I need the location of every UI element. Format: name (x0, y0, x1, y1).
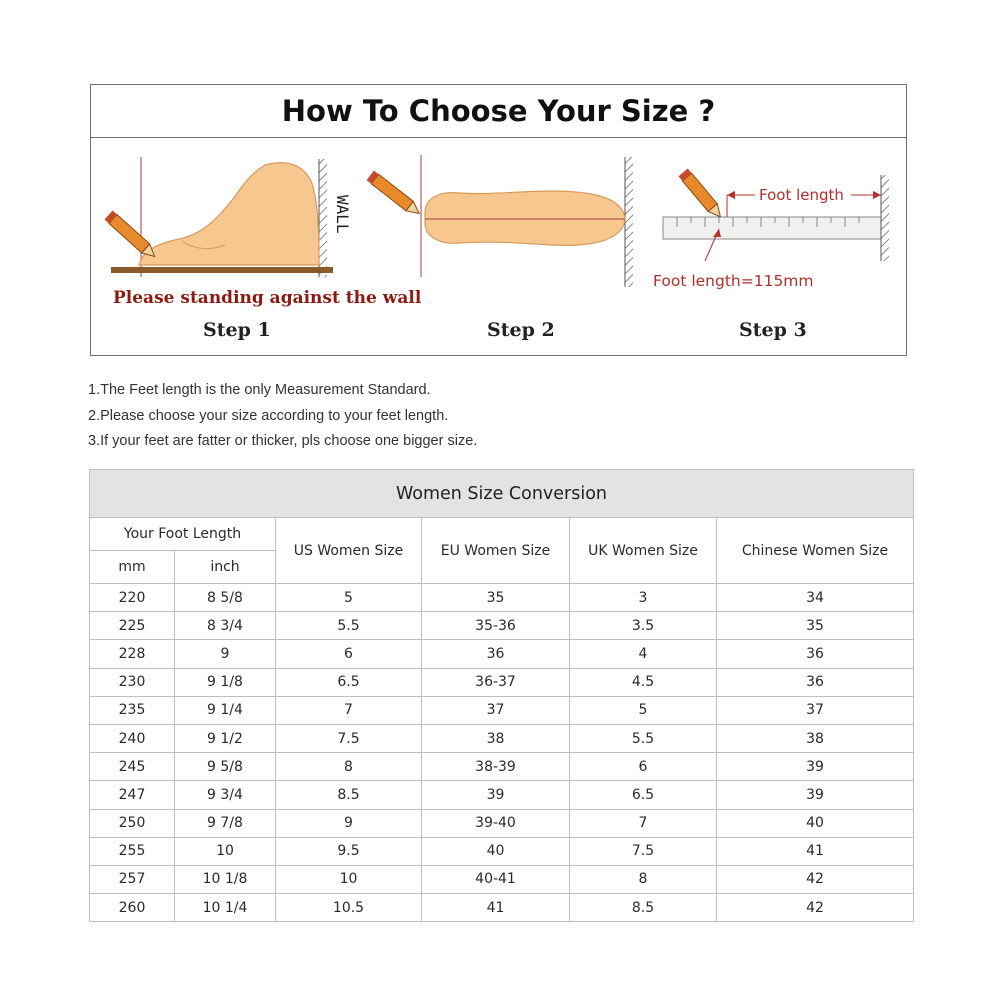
mm-cell: 245 (90, 753, 175, 781)
table-row (90, 781, 914, 809)
step2-foot-icon (425, 191, 625, 245)
table-row (90, 837, 914, 865)
table-row (90, 612, 914, 640)
eu-cell: 36-37 (422, 668, 570, 696)
inch-cell: 9 1/4 (175, 696, 276, 724)
mm-cell: 250 (90, 809, 175, 837)
steps-illustration (91, 137, 906, 355)
mm-cell: 225 (90, 612, 175, 640)
inch-cell: 8 5/8 (175, 584, 276, 612)
us-cell: 7.5 (276, 724, 422, 752)
cn-cell: 37 (717, 696, 914, 724)
mm-cell: 255 (90, 837, 175, 865)
eu-cell: 39 (422, 781, 570, 809)
uk-size-header: UK Women Size (570, 518, 717, 584)
eu-cell: 35-36 (422, 612, 570, 640)
us-cell: 6 (276, 640, 422, 668)
inch-cell: 10 1/8 (175, 865, 276, 893)
cn-cell: 39 (717, 753, 914, 781)
table-row (90, 584, 914, 612)
eu-cell: 36 (422, 640, 570, 668)
table-row (90, 724, 914, 752)
inch-cell: 10 (175, 837, 276, 865)
inch-cell: 10 1/4 (175, 894, 276, 922)
step1-wall-icon (319, 159, 327, 277)
mm-cell: 235 (90, 696, 175, 724)
eu-cell: 40-41 (422, 865, 570, 893)
table-row (90, 640, 914, 668)
table-row (90, 668, 914, 696)
guide-title: How To Choose Your Size ? (91, 85, 906, 138)
ruler-icon (663, 217, 881, 239)
table-row (90, 894, 914, 922)
eu-cell: 40 (422, 837, 570, 865)
mm-header: mm (90, 551, 175, 584)
uk-cell: 5 (570, 696, 717, 724)
cn-cell: 36 (717, 640, 914, 668)
step1-foot-icon (139, 163, 319, 265)
us-cell: 10.5 (276, 894, 422, 922)
eu-cell: 38 (422, 724, 570, 752)
table-body (90, 584, 914, 922)
eu-size-header: EU Women Size (422, 518, 570, 584)
us-cell: 5 (276, 584, 422, 612)
step1-pencil-icon (105, 211, 159, 261)
table-row (90, 753, 914, 781)
mm-cell: 220 (90, 584, 175, 612)
cn-cell: 34 (717, 584, 914, 612)
foot-length-header: Your Foot Length (90, 518, 276, 551)
table-row (90, 865, 914, 893)
inch-cell: 9 7/8 (175, 809, 276, 837)
cn-cell: 39 (717, 781, 914, 809)
mm-cell: 228 (90, 640, 175, 668)
mm-cell: 257 (90, 865, 175, 893)
uk-cell: 3 (570, 584, 717, 612)
measurement-guide (90, 84, 907, 356)
uk-cell: 4.5 (570, 668, 717, 696)
note-item: 2.Please choose your size according to your feet length. (88, 407, 449, 424)
uk-cell: 5.5 (570, 724, 717, 752)
uk-cell: 4 (570, 640, 717, 668)
uk-cell: 3.5 (570, 612, 717, 640)
us-cell: 8.5 (276, 781, 422, 809)
step1-label: Step 1 (203, 319, 271, 341)
cn-cell: 35 (717, 612, 914, 640)
step3-label: Step 3 (739, 319, 807, 341)
table-caption: Women Size Conversion (90, 470, 914, 518)
inch-header: inch (175, 551, 276, 584)
us-size-header: US Women Size (276, 518, 422, 584)
size-conversion-table (89, 469, 914, 922)
mm-cell: 230 (90, 668, 175, 696)
uk-cell: 7.5 (570, 837, 717, 865)
eu-cell: 41 (422, 894, 570, 922)
uk-cell: 6.5 (570, 781, 717, 809)
eu-cell: 37 (422, 696, 570, 724)
eu-cell: 39-40 (422, 809, 570, 837)
cn-cell: 41 (717, 837, 914, 865)
step2-illustration (367, 155, 633, 341)
wall-label: WALL (333, 195, 352, 234)
cn-cell: 36 (717, 668, 914, 696)
measure-label: Foot length=115mm (653, 272, 814, 290)
steps-svg (91, 137, 906, 355)
uk-cell: 8.5 (570, 894, 717, 922)
ruler-label: Foot length (759, 186, 844, 204)
chinese-size-header: Chinese Women Size (717, 518, 914, 584)
inch-cell: 9 1/8 (175, 668, 276, 696)
table-caption-row (90, 470, 914, 518)
uk-cell: 6 (570, 753, 717, 781)
mm-cell: 260 (90, 894, 175, 922)
us-cell: 6.5 (276, 668, 422, 696)
note-item: 3.If your feet are fatter or thicker, pls choose one bigger size. (88, 433, 478, 449)
us-cell: 9 (276, 809, 422, 837)
step1-caption: Please standing against the wall (113, 288, 422, 308)
note-item: 1.The Feet length is the only Measurement Standard. (88, 382, 431, 398)
step2-pencil-icon (367, 171, 423, 219)
us-cell: 5.5 (276, 612, 422, 640)
cn-cell: 42 (717, 894, 914, 922)
us-cell: 8 (276, 753, 422, 781)
us-cell: 10 (276, 865, 422, 893)
table-row (90, 809, 914, 837)
eu-cell: 35 (422, 584, 570, 612)
step1-floor (111, 267, 333, 273)
inch-cell: 9 1/2 (175, 724, 276, 752)
uk-cell: 7 (570, 809, 717, 837)
step3-illustration (653, 169, 889, 341)
cn-cell: 42 (717, 865, 914, 893)
step3-pencil-icon (679, 169, 725, 221)
uk-cell: 8 (570, 865, 717, 893)
mm-cell: 247 (90, 781, 175, 809)
us-cell: 7 (276, 696, 422, 724)
step3-wall-icon (881, 175, 889, 261)
inch-cell: 8 3/4 (175, 612, 276, 640)
cn-cell: 38 (717, 724, 914, 752)
eu-cell: 38-39 (422, 753, 570, 781)
inch-cell: 9 5/8 (175, 753, 276, 781)
mm-cell: 240 (90, 724, 175, 752)
table-header-row (90, 518, 914, 551)
measurement-notes (88, 378, 477, 455)
inch-cell: 9 (175, 640, 276, 668)
table-row (90, 696, 914, 724)
us-cell: 9.5 (276, 837, 422, 865)
step2-label: Step 2 (487, 319, 555, 341)
cn-cell: 40 (717, 809, 914, 837)
step2-wall-icon (625, 157, 633, 287)
inch-cell: 9 3/4 (175, 781, 276, 809)
